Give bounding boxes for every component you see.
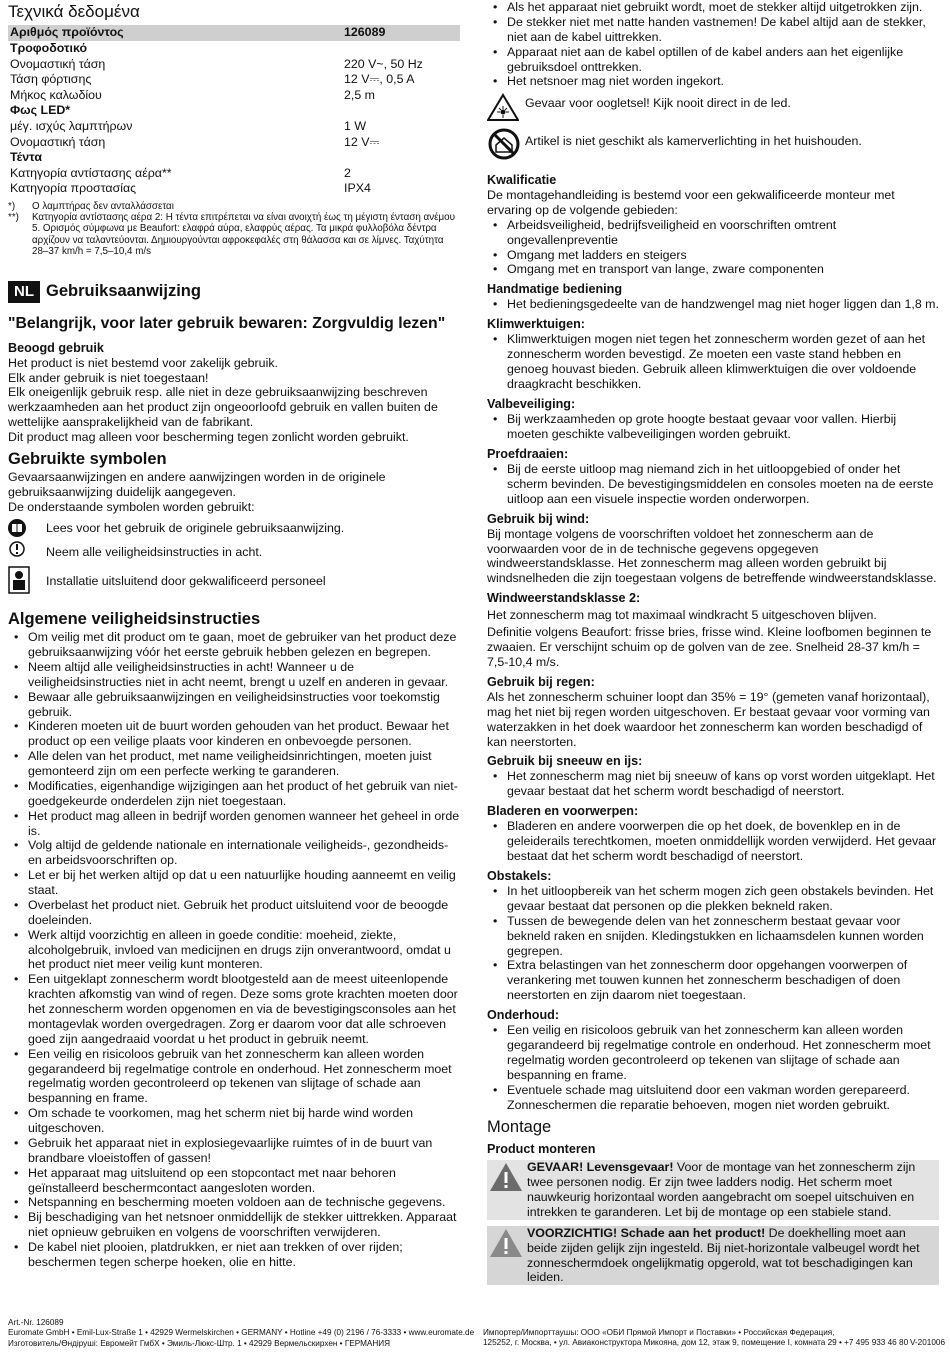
list-item: • Apparaat niet aan de kabel optillen of de kabel anders aan het eigenlijke gebruiksdoel onttrekken. [487,45,939,75]
nl-header [8,281,460,303]
intended-use-text [8,356,460,445]
led-warning [487,93,939,125]
spec-label: Φως LED* [10,103,71,118]
climbing-list [487,332,939,392]
spec-label: μέγ. ισχύς λαμπτήρων [10,118,133,133]
danger-warning-box [487,1160,939,1220]
danger-warning-label: GEVAAR! Levensgevaar! [527,1160,674,1175]
climbing-heading: Klimwerktuigen: [487,317,585,332]
spec-row [8,88,460,104]
obstacles-heading: Obstakels: [487,868,552,883]
cable-safety-list [487,0,939,89]
caution-warning-text: De doekhelling moet aan beide zijden gelijk zijn ingesteld. Bij niet-horizontale valbeugel wordt het zonneschermdoek ongelijkmatig opgerold, wat tot beschadigingen kan leiden. [527,1225,920,1285]
symbol-read-manual-text: Lees voor het gebruik de originele gebruiksaanwijzing. [46,520,345,535]
list-item: • Klimwerktuigen mogen niet tegen het zonnescherm worden gezet of aan het zonnescherm worden bevestigd. Ze moeten een vaste stand hebben en genoeg houvast bieden. Gebruik alleen klimwerktuigen die over voldoende draagkracht beschikken. [487,332,939,392]
room-warning [487,127,939,165]
spec-value [342,150,460,166]
spec-label: Τροφοδοτικό [10,40,88,55]
safety-heading: Algemene veiligheidsinstructies [8,610,261,629]
list-item: • Bij de eerste uitloop mag niemand zich in het uitloopgebied of onder het scherm bevinden. De bevestigingsmiddelen en consoles moeten na de eerste uitloop aan een visuele inspectie worden onderworpen. [487,462,939,507]
list-item: • Omgang met ladders en steigers [487,248,939,263]
list-item: • Het zonnescherm mag niet bij sneeuw of kans op vorst worden uitgeklapt. Het gevaar bestaat dat het scherm wordt beschadigd of neerstort. [487,769,939,799]
list-item: • Modificaties, eigenhandige wijzigingen aan het product of het gebruik van niet-goedgekeurde onderdelen zijn niet toegestaan. [8,779,460,809]
spec-value [342,103,460,119]
obstacles-list [487,884,939,1003]
spec-row [8,181,460,197]
spec-label: Τέντα [10,150,42,165]
symbols-heading: Gebruikte symbolen [8,449,167,468]
list-item: • Bewaar alle gebruiksaanwijzingen en veiligheidsinstructies voor toekomstig gebruik. [8,690,460,720]
importer-line-1: Импортер/Импорттаушы: ООО «ОБИ Прямой Импорт и Поставки» • Российская Федерация, [483,1328,835,1337]
spec-label: Μήκος καλωδίου [10,87,102,102]
technical-data-table [8,25,460,197]
spec-value: 220 V~, 50 Hz [344,56,423,71]
greek-footnotes [8,201,460,257]
list-item: • De stekker niet met natte handen vastnemen! De kabel altijd aan de stekker, niet aan de kabel uittrekken. [487,15,939,45]
nl-title: Gebruiksaanwijzing [46,282,201,301]
spec-row [8,166,460,182]
spec-row [8,150,460,166]
manufacturer-address: Euromate GmbH • Emil-Lux-Straße 1 • 42929 Wermelskirchen • GERMANY • Hotline +49 (0) 2196 / 76-3333 • www.euromate.de [8,1328,475,1338]
maintenance-heading: Onderhoud: [487,1008,560,1023]
list-item: • Bij beschadiging van het netsnoer onmiddellijk de stekker uittrekken. Apparaat niet opnieuw gebruiken en volgens de voorschriften verwijderen. [8,1210,460,1240]
version-code: V-201006 [909,1338,945,1348]
fall-protection-heading: Valbeveiliging: [487,396,576,411]
safety-list [8,630,460,1270]
symbols-intro: Gevaarsaanwijzingen en andere aanwijzingen worden in de originele gebruiksaanwijzing duidelijk aangegeven. [8,469,386,499]
importer-line-2: 125252, г. Москва, • ул. Авиаконструктора Микояна, дом 12, этаж 9, помещение I, комната 29 • +7 495 933 46 80 [483,1338,909,1348]
qualified-personnel-icon [8,566,42,596]
spec-row [8,25,460,41]
list-item: • Gebruik het apparaat niet in explosiegevaarlijke ruimtes of in de buurt van brandbare vloeistoffen of gassen! [8,1136,460,1166]
footnote-mark: **) [8,212,19,224]
leaves-heading: Bladeren en voorwerpen: [487,804,639,819]
list-item: • Werk altijd voorzichtig en alleen in goede conditie: moeheid, ziekte, alcoholgebruik, invloed van medicijnen en drugs zijn onverantwoord, omdat u het product niet meer veilig kunt monteren. [8,928,460,973]
spec-value: 2,5 m [344,87,375,102]
symbol-safety [8,540,460,564]
safety-instructions-icon [8,540,42,564]
spec-value: 126089 [342,25,460,41]
intended-use-line: Het product is niet bestemd voor zakelijk gebruik. [8,355,278,370]
list-item: • Netspanning en bescherming moeten voldoen aan de technische gegevens. [8,1195,460,1210]
list-item: • Omgang met en transport van lange, zware componenten [487,262,939,277]
test-run-list [487,462,939,507]
wind-heading: Gebruik bij wind: [487,511,590,526]
list-item: • Let er bij het werken altijd op dat u een natuurlijke houding aanneemt en veilig staat. [8,868,460,898]
right-column [487,0,939,1285]
qualification-heading: Kwalificatie [487,173,557,187]
spec-label: Ονομαστική τάση [10,134,106,149]
symbol-read-manual [8,516,460,540]
spec-row [8,103,460,119]
footnote-mark: *) [8,200,16,212]
list-item: • Neem altijd alle veiligheidsinstructies in acht! Wanneer u de veiligheidsinstructies niet in acht neemt, brengt u uzelf en anderen in gevaar. [8,660,460,690]
spec-row [8,119,460,135]
spec-value [342,41,460,57]
footnote-text: Κατηγορία αντίστασης αέρα 2: Η τέντα επιτρέπεται να είναι ανοιχτή έως τη μέγιστη ένταση ανέμου 5. Ορισμός σύμφωνα με Beaufort: ελαφρά αύρα, ελαφρύς αέρας. Τα μικρά φυλλοβόλα δέντρα αρχίζουν να ταλαντεύονται. Δημιουργούνται αφροκεφαλές στη θάλασσα και σε λίμνες. Ταχύτητα 28–37 km/h = 7,5–10,4 m/s [32,212,455,257]
list-item: • Bladeren en andere voorwerpen die op het doek, de bovenklep en in de geleiderails terechtkomen, moeten onmiddellijk worden verwijderd. Het gevaar bestaat dat het scherm wordt beschadigd of neerstort. [487,819,939,864]
spec-label: Αριθμός προϊόντος [8,25,342,41]
list-item: • Een uitgeklapt zonnescherm wordt blootgesteld aan de meest uiteenlopende krachten afkomstig van wind of regen. Deze soms grote krachten moeten door het zonnescherm worden opgenomen en via de bevestigingsconsoles aan het montagevlak worden overgedragen. Zorg er daarom voor dat alle schroeven goed zijn aangedraaid voordat u het product in gebruik neemt. [8,972,460,1046]
product-mount-heading: Product monteren [487,1142,596,1157]
symbol-safety-text: Neem alle veiligheidsinstructies in acht. [46,544,263,559]
manual-operation-heading: Handmatige bediening [487,282,623,297]
list-item: • Het product mag alleen in bedrijf worden genomen wanneer het geheel in orde is. [8,809,460,839]
spec-label: Ονομαστική τάση [10,56,106,71]
list-item: • Het netsnoer mag niet worden ingekort. [487,74,939,89]
spec-value: 12 V⎓, 0,5 A [344,72,415,87]
symbol-qualified-text: Installatie uitsluitend door gekwalificeerd personeel [46,573,326,588]
list-item: • Eventuele schade mag uitsluitend door een vakman worden gerepareerd. Zonneschermen die reparatie behoeven, mogen niet worden gebruikt. [487,1083,939,1113]
wind-class-text-1: Het zonnescherm mag tot maximaal windkracht 5 uitgeschoven blijven. [487,608,877,623]
spec-value: 12 V⎓ [344,134,380,149]
spec-row [8,72,460,88]
danger-triangle-icon [487,1160,525,1194]
spec-row [8,135,460,151]
caution-warning-box [487,1226,939,1286]
list-item: • Om schade te voorkomen, mag het scherm niet bij harde wind worden uitgeschoven. [8,1106,460,1136]
spec-label: Κατηγορία προστασίας [10,181,137,196]
important-notice: "Belangrijk, voor later gebruik bewaren: Zorgvuldig lezen" [8,315,446,333]
list-item: • Extra belastingen van het zonnescherm door opgehangen voorwerpen of verankering met touwen kunnen het zonnescherm beschadigen of doen neerstorten en zijn daarom niet toegestaan. [487,958,939,1003]
caution-warning-label: VOORZICHTIG! Schade aan het product! [527,1225,766,1240]
laser-warning-icon [487,93,525,125]
article-number: Art.-Nr. 126089 [8,1318,64,1327]
list-item: • Als het apparaat niet gebruikt wordt, moet de stekker altijd uitgetrokken zijn. [487,0,939,15]
list-item: • Het bedieningsgedeelte van de handzwengel mag niet hoger liggen dan 1,8 m. [487,297,939,312]
footnote-text: Ο λαμπτήρας δεν ανταλλάσσεται [32,200,174,212]
qualification-intro: De montagehandleiding is bestemd voor een gekwalificeerde monteur met ervaring op de volgende gebieden: [487,188,895,217]
left-column [8,0,460,1270]
list-item: • In het uitloopbereik van het scherm mogen zich geen obstakels bevinden. Het gevaar bestaat dat personen op die plekken bekneld raken. [487,884,939,914]
spec-value: 1 W [344,118,367,133]
spec-value: IPX4 [344,181,371,196]
list-item: • Kinderen moeten uit de buurt worden gehouden van het product. Bewaar het product op een veilige plaats voor kinderen en onbevoegde personen. [8,719,460,749]
leaves-list [487,819,939,864]
list-item: • Tussen de bewegende delen van het zonnescherm bestaat gevaar voor bekneld raken en snijden. Kledingstukken en lichaamsdelen kunnen worden gegrepen. [487,914,939,959]
qualification-list [487,218,939,278]
maintenance-list [487,1023,939,1112]
list-item: • Arbeidsveiligheid, bedrijfsveiligheid en voorschriften omtrent ongevallenpreventie [487,218,939,248]
fall-protection-list [487,412,939,442]
footer-left [8,1318,478,1349]
list-item: • De kabel niet plooien, platdrukken, er niet aan trekken of over rijden; beschermen tegen scherpe hoeken, olie en hitte. [8,1240,460,1270]
intended-use-line: Elk oneigenlijk gebruik resp. alle niet in deze gebruiksaanwijzing beschreven werkzaamheden aan het product zijn ongeoorloofd gebruik en vallen buiten de wettelijke aansprakelijkheid van de fabrikant. [8,385,438,430]
spec-label: Τάση φόρτισης [10,72,92,87]
intended-use-line: Elk ander gebruik is niet toegestaan! [8,370,209,385]
manufacturer-address-ru: Изготовитель/Өндіруші: Евромейт ГмбХ • Эмиль-Люкс-Штр. 1 • 42929 Вермельскирхен • ГЕРМАНИЯ [8,1338,391,1348]
spec-row [8,57,460,73]
snow-heading: Gebruik bij sneeuw en ijs: [487,754,643,769]
rain-heading: Gebruik bij regen: [487,674,595,689]
caution-triangle-icon [487,1226,525,1260]
spec-label: Κατηγορία αντίστασης αέρα** [10,165,172,180]
list-item: • Bij werkzaamheden op grote hoogte bestaat gevaar voor vallen. Hierbij moeten geschikte valbeveiligingen worden gebruikt. [487,412,939,442]
greek-section-title: Τεχνικά δεδομένα [8,2,140,21]
footnote [8,201,460,212]
list-item: • Een veilig en risicoloos gebruik van het zonnescherm kan alleen worden gegarandeerd bij regelmatige controle en onderhoud. Het zonnescherm moet regelmatig worden gecontroleerd op tekenen van slijtage of schade aan bespanning en frame. [487,1023,939,1083]
list-item: • Volg altijd de geldende nationale en internationale veiligheids-, gezondheids- en arbeidsvoorschriften op. [8,838,460,868]
danger-warning-text: Voor de montage van het zonnescherm zijn twee personen nodig. Er zijn twee ladders nodig. Het scherm moet nauwkeurig horizontaal worden aangebracht om soepel uitschuiven en intrekken te garanderen. Let bij de montage op een stabiele stand. [527,1160,916,1219]
no-room-lighting-icon [487,127,525,165]
symbols-intro-2: De onderstaande symbolen worden gebruikt: [8,499,255,514]
symbol-qualified [8,566,460,596]
rain-text: Als het zonnescherm schuiner loopt dan 35% = 19° (gemeten vanaf horizontaal), mag het niet bij regen worden uitgeschoven. Er bestaat gevaar voor vorming van waterzakken in het doek waardoor het zonnescherm kan worden beschadigd of kan neerstorten. [487,689,930,749]
wind-text: Bij montage volgens de voorschriften voldoet het zonnescherm aan de voorwaarden voor de in de technische gegevens opgegeven windweerstandsklasse. Het zonnescherm mag alleen worden gebruikt bij windsnelheden die zijn toegestaan volgens de betreffende windweerstandsklasse. [487,526,937,586]
spec-row [8,41,460,57]
list-item: • Een veilig en risicoloos gebruik van het zonnescherm kan alleen worden gegarandeerd bij regelmatige controle en onderhoud. Het zonnescherm moet regelmatig worden gecontroleerd op tekenen van slijtage of schade aan bespanning en frame. [8,1047,460,1107]
spec-value: 2 [344,165,351,180]
intended-use-line: Dit product mag alleen voor bescherming tegen zonlicht worden gebruikt. [8,430,409,445]
test-run-heading: Proefdraaien: [487,446,569,461]
list-item: • Het apparaat mag uitsluitend op een stopcontact met naar behoren geïnstalleerd beschermcontact aangesloten worden. [8,1166,460,1196]
wind-class-text-2: Definitie volgens Beaufort: frisse bries, frisse wind. Kleine loofbomen beginnen te zwaaien. Er verschijnt schuim op de golven van de zee. Snelheid 28-37 km/h = 7,5-10,4 m/s. [487,625,932,669]
intended-use-heading: Beoogd gebruik [8,340,104,355]
room-warning-text: Artikel is niet geschikt als kamerverlichting in het huishouden. [525,133,862,148]
led-warning-text: Gevaar voor oogletsel! Kijk nooit direct in de led. [525,95,791,110]
list-item: • Overbelast het product niet. Gebruik het product uitsluitend voor de beoogde doeleinden. [8,898,460,928]
manual-operation-list [487,297,939,312]
footnote [8,212,460,257]
snow-list [487,769,939,799]
montage-heading: Montage [487,1118,552,1137]
wind-class-heading: Windweerstandsklasse 2: [487,591,641,606]
list-item: • Om veilig met dit product om te gaan, moet de gebruiker van het product deze gebruiksaanwijzing vóór het eerste gebruik hebben gelezen en begrepen. [8,630,460,660]
footer-right [483,1318,945,1349]
read-manual-icon [8,516,42,540]
language-badge: NL [8,281,40,303]
list-item: • Alle delen van het product, met name veiligheidsinrichtingen, moeten juist gemonteerd zijn om een perfecte werking te garanderen. [8,749,460,779]
